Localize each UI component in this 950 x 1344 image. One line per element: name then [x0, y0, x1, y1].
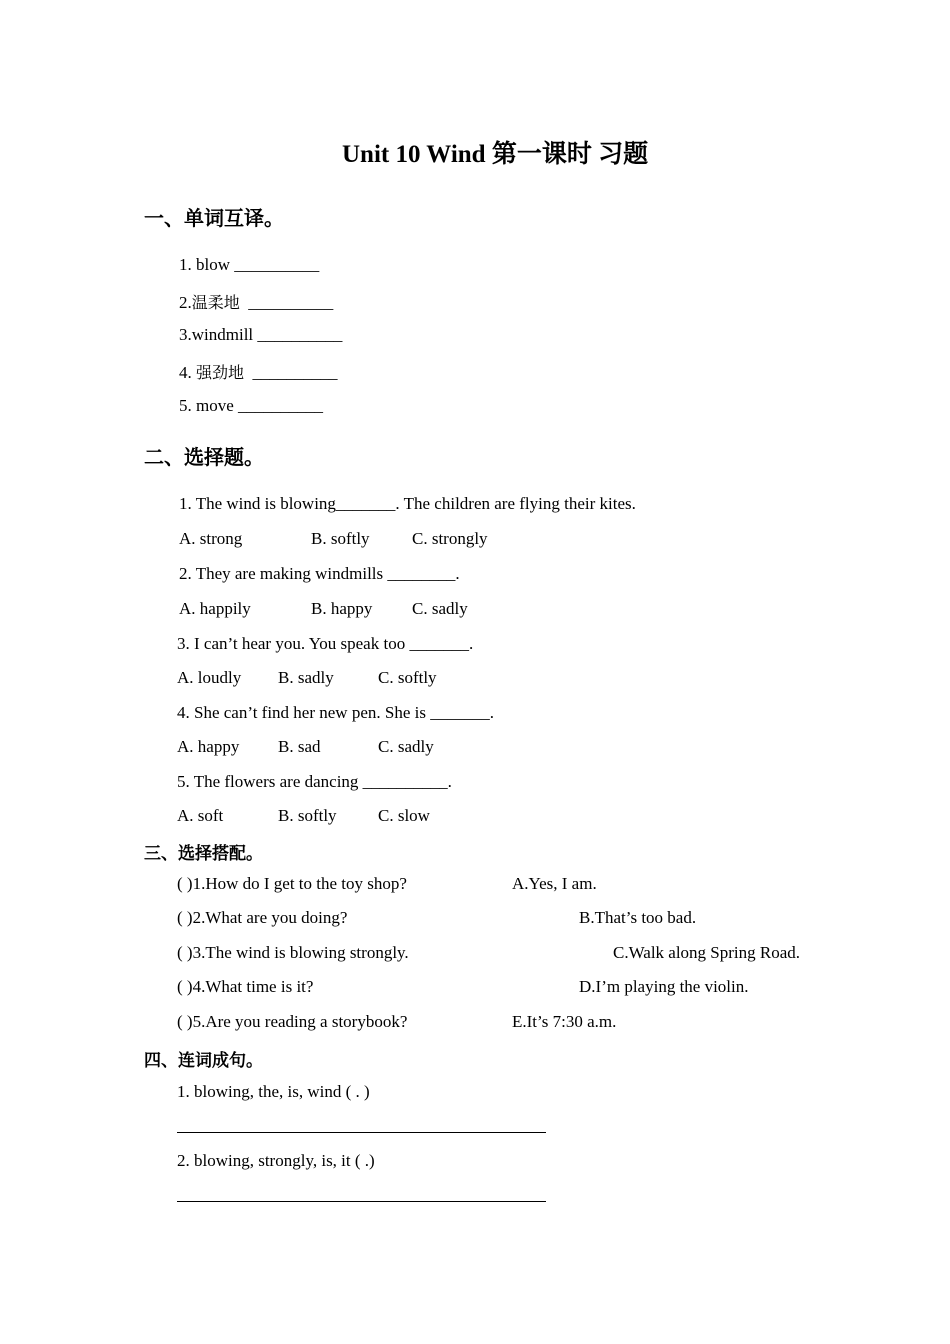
match-question-1[interactable]: ( )1.How do I get to the toy shop? — [177, 874, 407, 893]
vocab-item-3 — [179, 325, 342, 345]
sentence-prompt-1: 1. blowing, the, is, wind ( . ) — [177, 1082, 370, 1101]
answer-blank[interactable]: __________ — [238, 396, 324, 415]
option-b[interactable]: B. happy — [311, 599, 373, 618]
match-question-4[interactable]: ( )4.What time is it? — [177, 977, 314, 996]
match-question-5[interactable]: ( )5.Are you reading a storybook? — [177, 1012, 408, 1031]
vocab-word: 温柔地 — [191, 293, 240, 312]
section2-heading: 二、选择题。 — [144, 445, 264, 469]
vocab-item-2 — [179, 290, 333, 313]
page-title: Unit 10 Wind 第一课时 习题 — [342, 141, 649, 168]
option-c[interactable]: C. strongly — [412, 529, 488, 548]
vocab-item-5 — [179, 396, 323, 416]
question-3: 3. I can’t hear you. You speak too _______. — [177, 634, 474, 653]
vocab-word: 3.windmill — [179, 325, 254, 344]
section3-heading: 三、选择搭配。 — [144, 844, 263, 864]
option-b[interactable]: B. sad — [278, 737, 321, 756]
option-a[interactable]: A. strong — [179, 529, 243, 548]
section1-heading: 一、单词互译。 — [144, 206, 284, 230]
vocab-item-4 — [179, 360, 338, 383]
match-answer-a: A.Yes, I am. — [512, 874, 597, 893]
question-5: 5. The flowers are dancing __________. — [177, 772, 452, 791]
question-4: 4. She can’t find her new pen. She is _______. — [177, 703, 494, 722]
option-c[interactable]: C. sadly — [378, 737, 434, 756]
vocab-word: 强劲地 — [196, 363, 245, 382]
match-question-3[interactable]: ( )3.The wind is blowing strongly. — [177, 943, 409, 962]
vocab-number: 4. — [179, 363, 192, 382]
sentence-prompt-2: 2. blowing, strongly, is, it ( .) — [177, 1151, 375, 1170]
option-a[interactable]: A. happily — [179, 599, 251, 618]
answer-line-2[interactable] — [177, 1201, 546, 1202]
vocab-word: 5. move — [179, 396, 234, 415]
option-a[interactable]: A. soft — [177, 806, 224, 825]
option-c[interactable]: C. slow — [378, 806, 430, 825]
section4-heading: 四、连词成句。 — [144, 1051, 263, 1071]
option-c[interactable]: C. softly — [378, 668, 437, 687]
vocab-number: 2. — [179, 293, 192, 312]
answer-blank[interactable]: __________ — [252, 363, 338, 382]
answer-blank[interactable]: __________ — [248, 293, 334, 312]
option-b[interactable]: B. sadly — [278, 668, 334, 687]
match-question-2[interactable]: ( )2.What are you doing? — [177, 908, 348, 927]
option-a[interactable]: A. loudly — [177, 668, 242, 687]
vocab-item-1 — [179, 255, 319, 275]
answer-line-1[interactable] — [177, 1132, 546, 1133]
vocab-word: 1. blow — [179, 255, 230, 274]
match-answer-b: B.That’s too bad. — [579, 908, 697, 927]
answer-blank[interactable]: __________ — [234, 255, 320, 274]
option-b[interactable]: B. softly — [311, 529, 370, 548]
answer-blank[interactable]: __________ — [257, 325, 343, 344]
match-answer-c: C.Walk along Spring Road. — [613, 943, 801, 962]
match-answer-d: D.I’m playing the violin. — [579, 977, 749, 996]
question-2: 2. They are making windmills ________. — [179, 564, 460, 583]
option-c[interactable]: C. sadly — [412, 599, 468, 618]
option-a[interactable]: A. happy — [177, 737, 240, 756]
match-answer-e: E.It’s 7:30 a.m. — [512, 1012, 617, 1031]
option-b[interactable]: B. softly — [278, 806, 337, 825]
question-1: 1. The wind is blowing_______. The children are flying their kites. — [179, 494, 636, 513]
